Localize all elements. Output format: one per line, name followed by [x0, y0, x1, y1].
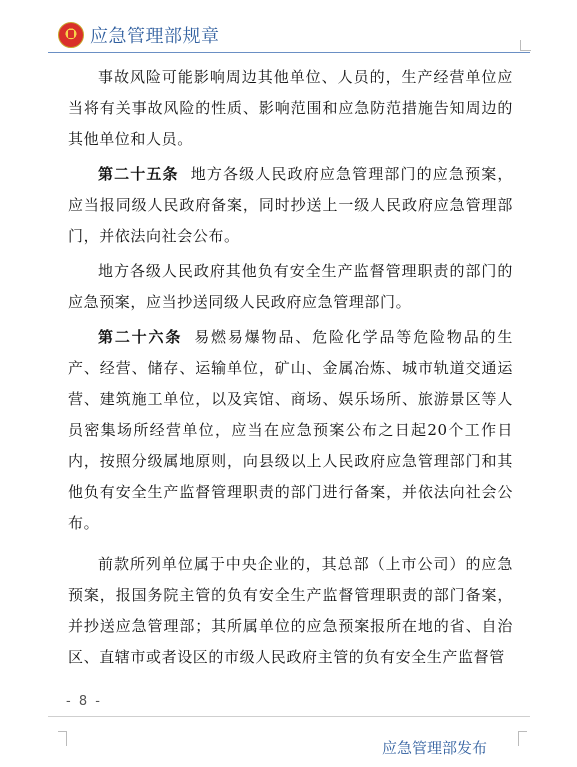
paragraph-article-26	[68, 322, 513, 539]
paragraph-1	[68, 62, 513, 155]
paragraph-text: 地方各级人民政府应急管理部门的应急预案，应当报同级人民政府备案，同时抄送上一级人民政府应急管理部门，并依法向社会公布。	[68, 165, 513, 245]
article-number: 第二十五条	[98, 165, 179, 183]
document-header	[58, 20, 220, 50]
corner-mark-bottom-right	[518, 731, 527, 746]
paragraph-text: 地方各级人民政府其他负有安全生产监督管理职责的部门的应急预案，应当抄送同级人民政府应急管理部门。	[68, 262, 513, 311]
paragraph-text: 易燃易爆物品、危险化学品等危险物品的生产、经营、储存、运输单位，矿山、金属冶炼、城市轨道交通运营、建筑施工单位，以及宾馆、商场、娱乐场所、旅游景区等人员密集场所经营单位，应当在应急预案公布之日起20个工作日内，按照分级属地原则，向县级以上人民政府应急管理部门和其他负有安全生产监督管理职责的部门进行备案，并依法向社会公布。	[68, 328, 513, 532]
paragraph-text: 前款所列单位属于中央企业的，其总部（上市公司）的应急预案，报国务院主管的负有安全生产监督管理职责的部门备案，并抄送应急管理部；其所属单位的应急预案报所在地的省、自治区、直辖市或者设区的市级人民政府主管的负有安全生产监督管	[68, 555, 513, 666]
header-divider	[48, 52, 530, 53]
national-emblem-icon	[58, 22, 84, 48]
paragraph-text: 事故风险可能影响周边其他单位、人员的，生产经营单位应当将有关事故风险的性质、影响范围和应急防范措施告知周边的其他单位和人员。	[68, 68, 513, 148]
paragraph-article-25	[68, 159, 513, 252]
paragraph-3	[68, 256, 513, 318]
footer-publisher: 应急管理部发布	[382, 739, 488, 757]
document-body	[68, 62, 513, 673]
footer-divider	[48, 716, 530, 717]
article-number: 第二十六条	[98, 328, 183, 346]
corner-mark-top-right	[520, 40, 531, 51]
page-number: - 8 -	[66, 694, 102, 709]
paragraph-5	[68, 549, 513, 673]
corner-mark-bottom-left	[58, 731, 67, 746]
header-title: 应急管理部规章	[90, 26, 220, 47]
